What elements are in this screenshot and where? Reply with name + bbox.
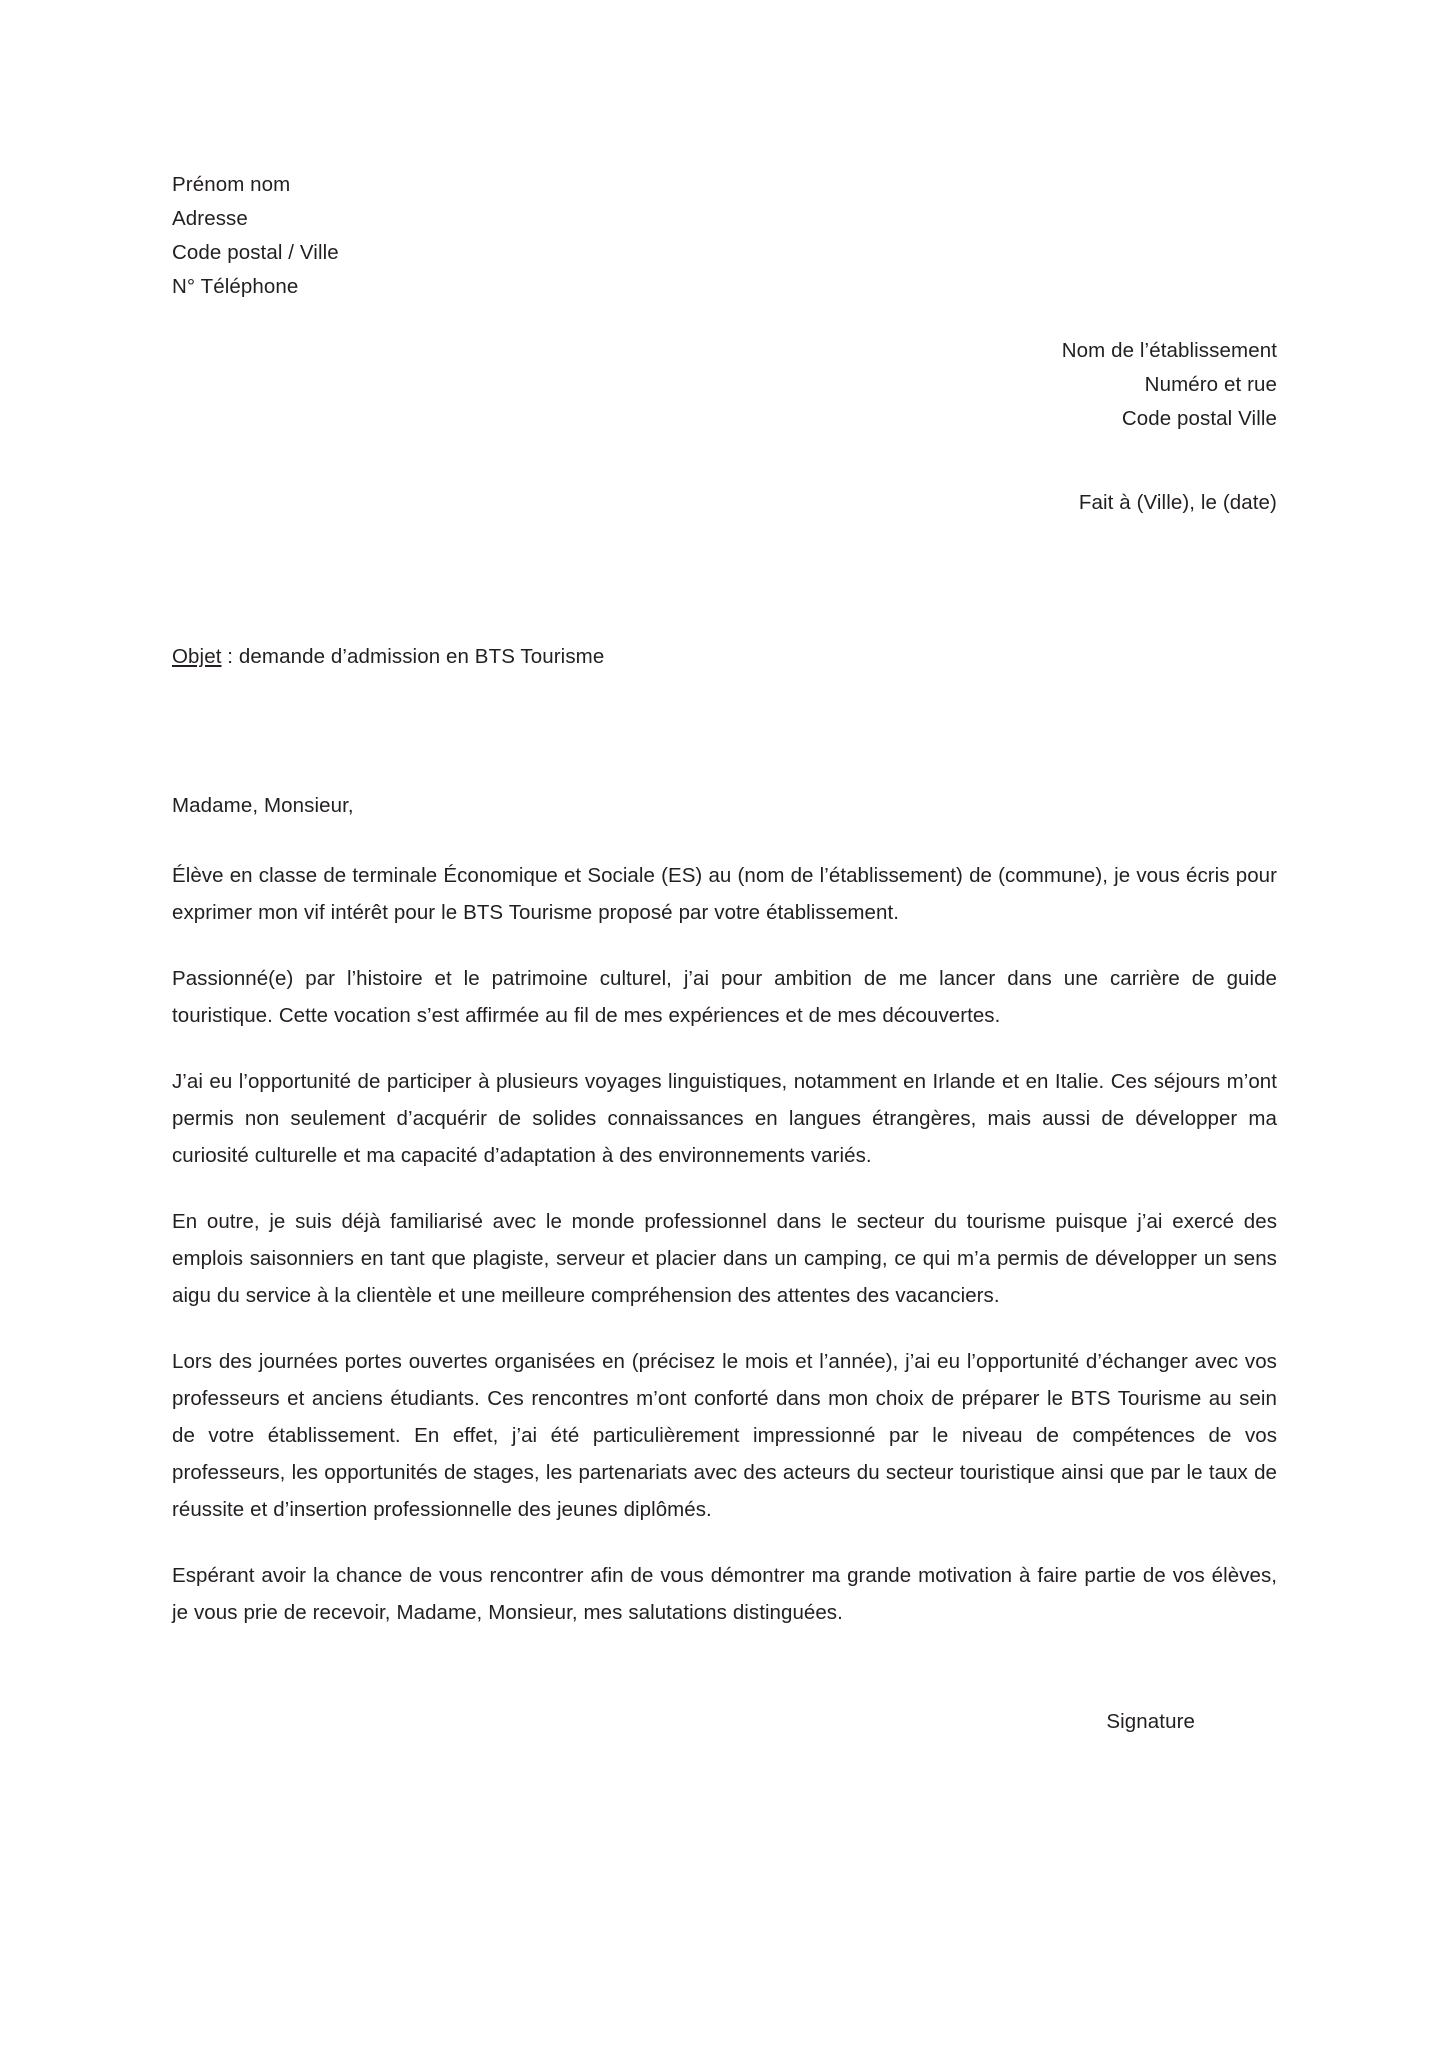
- body-paragraph-2: Passionné(e) par l’histoire et le patrimoine culturel, j’ai pour ambition de me lancer dans une carrière de guide touristique. Cette vocation s’est affirmée au fil de mes expériences et de mes découvertes.: [172, 967, 1277, 1027]
- body-paragraph-1: Élève en classe de terminale Économique et Sociale (ES) au (nom de l’établissement) de (commune), je vous écris pour exprimer mon vif intérêt pour le BTS Tourisme proposé par votre établissement.: [172, 864, 1277, 924]
- recipient-line-postal-city: Code postal Ville: [1121, 407, 1277, 430]
- body-paragraph-6: Espérant avoir la chance de vous rencontrer afin de vous démontrer ma grande motivation à faire partie de vos élèves, je vous prie de recevoir, Madame, Monsieur, mes salutations distinguées.: [172, 1564, 1277, 1624]
- recipient-line-street: Numéro et rue: [1144, 373, 1277, 396]
- body-paragraph-3: J’ai eu l’opportunité de participer à plusieurs voyages linguistiques, notamment en Irlande et en Italie. Ces séjours m’ont permis non seulement d’acquérir de solides connaissances en langues étrangères, mais aussi de développer ma curiosité culturelle et ma capacité d’adaptation à des environnements variés.: [172, 1070, 1277, 1167]
- sender-line-postal-city: Code postal / Ville: [172, 241, 339, 264]
- recipient-address-block: [172, 334, 1277, 436]
- body-paragraph-4: En outre, je suis déjà familiarisé avec le monde professionnel dans le secteur du tourisme puisque j’ai exercé des emplois saisonniers en tant que plagiste, serveur et placier dans un camping, ce qui m’a permis de développer un sens aigu du service à la clientèle et une meilleure compréhension des attentes des vacanciers.: [172, 1210, 1277, 1307]
- subject-text: : demande d’admission en BTS Tourisme: [221, 645, 605, 668]
- sender-address-block: [172, 168, 1277, 304]
- sender-line-name: Prénom nom: [172, 173, 291, 196]
- body-paragraph-5: Lors des journées portes ouvertes organisées en (précisez le mois et l’année), j’ai eu l’opportunité d’échanger avec vos professeurs et anciens étudiants. Ces rencontres m’ont conforté dans mon choix de préparer le BTS Tourisme au sein de votre établissement. En effet, j’ai été particulièrement impressionné par le niveau de compétences de vos professeurs, les opportunités de stages, les partenariats avec des acteurs du secteur touristique ainsi que par le taux de réussite et d’insertion professionnelle des jeunes diplômés.: [172, 1350, 1277, 1521]
- date-location-line: Fait à (Ville), le (date): [1078, 491, 1277, 514]
- signature-line: Signature: [1106, 1710, 1195, 1733]
- letter-body: [172, 857, 1277, 1631]
- subject-line: [172, 640, 1277, 674]
- recipient-line-institution: Nom de l’établissement: [1061, 339, 1277, 362]
- salutation-line: Madame, Monsieur,: [172, 794, 354, 817]
- letter-content: [172, 168, 1277, 1739]
- sender-line-address: Adresse: [172, 207, 248, 230]
- sender-line-phone: N° Téléphone: [172, 275, 299, 298]
- subject-label: Objet: [172, 645, 222, 668]
